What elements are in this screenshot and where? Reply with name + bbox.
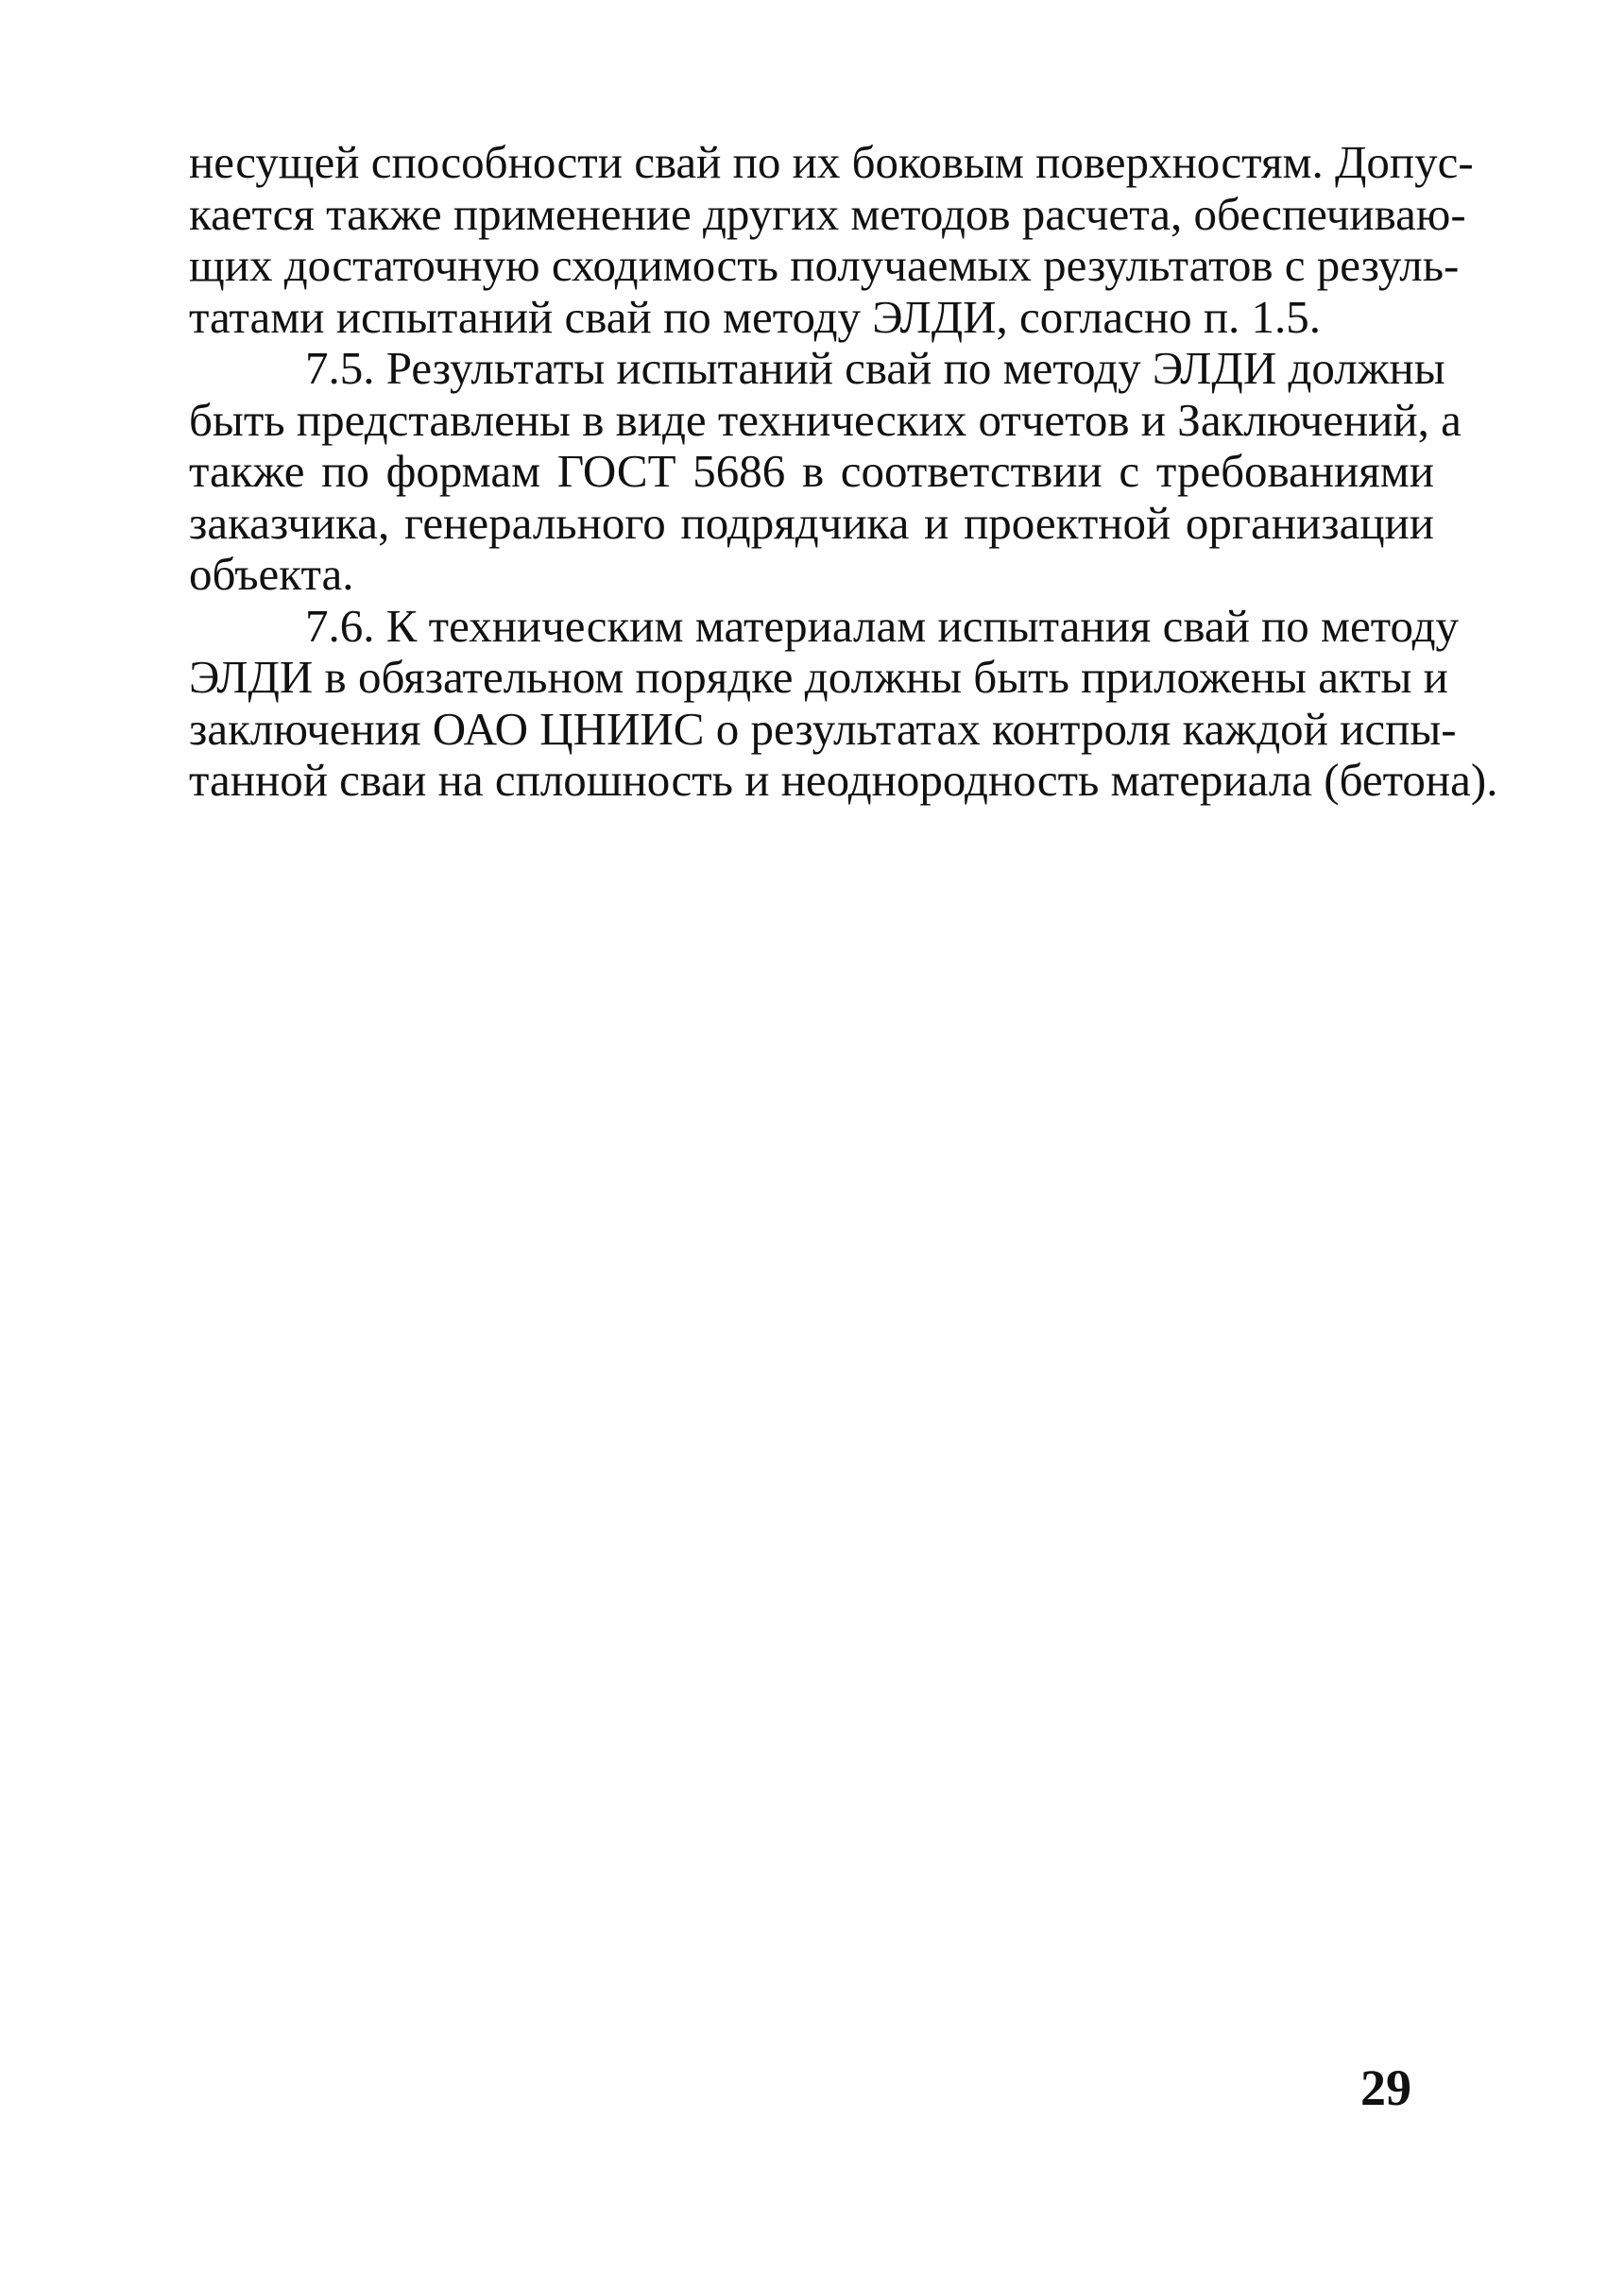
text-line: татами испытаний свай по методу ЭЛДИ, согласно п. 1.5. (189, 290, 1322, 343)
text-line: объекта. (189, 548, 354, 600)
text-line: кается также применение других методов расчета, обеспечиваю- (189, 187, 1466, 240)
text-line: щих достаточную сходимость получаемых результатов с резуль- (189, 239, 1460, 291)
paragraph-7-6 (189, 599, 1498, 807)
text-line: заключения ОАО ЦНИИС о результатах контроля каждой испы- (189, 702, 1457, 755)
body-text (189, 136, 1498, 807)
text-line: быть представлены в виде технических отчетов и Заключений, а (189, 393, 1462, 446)
text-line: заказчика, генерального подрядчика и проектной организации (189, 496, 1434, 549)
paragraph-7-4-continuation (189, 136, 1474, 343)
paragraph-7-5 (189, 342, 1462, 601)
text-line: 7.5. Результаты испытаний свай по методу ЭЛДИ должны (305, 342, 1445, 394)
text-line: также по формам ГОСТ 5686 в соответствии с требованиями (189, 445, 1434, 497)
text-line: ЭЛДИ в обязательном порядке должны быть приложены акты и (189, 651, 1448, 703)
page-number: 29 (1360, 2059, 1411, 2116)
text-line: танной сваи на сплошность и неоднородность материала (бетона). (189, 754, 1498, 806)
text-line: несущей способности свай по их боковым поверхностям. Допус- (189, 136, 1474, 188)
text-line: 7.6. К техническим материалам испытания свай по методу (305, 599, 1460, 652)
